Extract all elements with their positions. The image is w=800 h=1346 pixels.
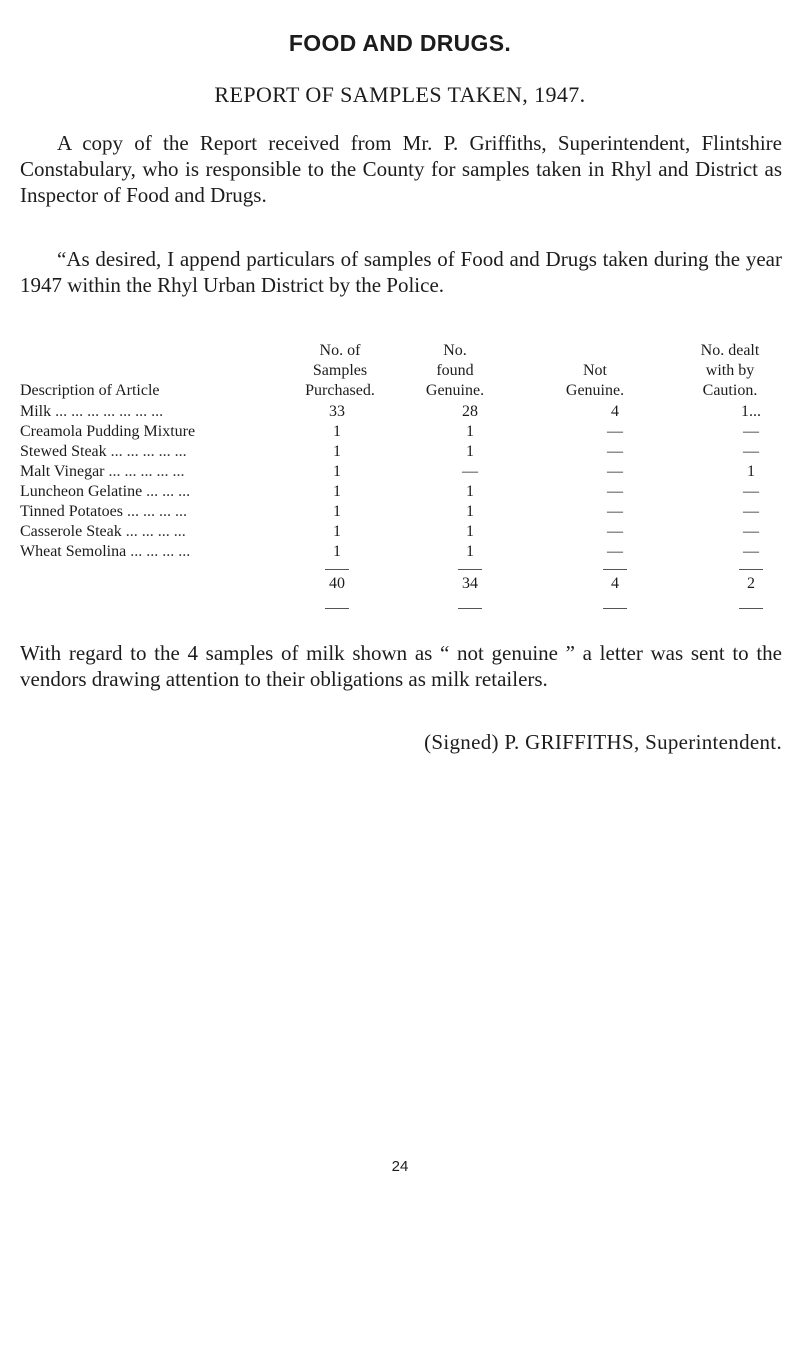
caution-cell: — <box>743 483 759 500</box>
rule-divider <box>603 569 627 570</box>
table-row <box>20 522 780 542</box>
header-genuine-3: Genuine. <box>425 382 485 399</box>
article-name: Casserole Steak <box>20 523 122 540</box>
header-purchased-3: Purchased. <box>305 382 375 399</box>
leader-dots: ... ... ... <box>142 483 191 500</box>
genuine-cell: 1 <box>466 483 474 500</box>
genuine-cell: 1 <box>466 523 474 540</box>
purchased-cell: 1 <box>333 543 341 560</box>
signature-line: (Signed) P. GRIFFITHS, Superintendent. <box>424 730 782 754</box>
not-genuine-cell: 4 <box>611 403 619 420</box>
rule-divider <box>458 608 482 609</box>
header-not-genuine-1: Not <box>583 362 607 379</box>
article-name: Malt Vinegar <box>20 463 105 480</box>
rule-divider <box>739 608 763 609</box>
page-title: FOOD AND DRUGS. <box>288 30 512 56</box>
table-row <box>20 442 780 462</box>
table-row <box>20 462 780 482</box>
leader-dots: ... ... ... ... <box>122 503 187 520</box>
caution-cell: — <box>743 543 759 560</box>
not-genuine-cell: — <box>607 523 623 540</box>
not-genuine-cell: — <box>607 423 623 440</box>
purchased-cell: 33 <box>329 403 345 420</box>
page-number: 24 <box>391 1158 409 1175</box>
article-name: Creamola Pudding Mixture <box>20 423 196 440</box>
purchased-cell: 1 <box>333 483 341 500</box>
caution-cell: — <box>743 423 759 440</box>
table-row <box>20 482 780 502</box>
header-caution-1: No. dealt <box>700 342 760 359</box>
table-row <box>20 542 780 562</box>
header-genuine-1: No. <box>443 342 467 359</box>
not-genuine-cell: — <box>607 443 623 460</box>
leader-dots: ... ... ... ... ... <box>104 463 185 480</box>
rule-divider <box>325 569 349 570</box>
genuine-cell: 28 <box>462 403 478 420</box>
article-name: Stewed Steak <box>20 443 107 460</box>
not-genuine-cell: — <box>607 543 623 560</box>
caution-cell: 1 <box>747 463 755 480</box>
caution-cell: — <box>743 443 759 460</box>
header-not-genuine-2: Genuine. <box>565 382 625 399</box>
table-row <box>20 502 780 522</box>
table-row <box>20 402 780 422</box>
purchased-cell: 1 <box>333 443 341 460</box>
purchased-cell: 1 <box>333 423 341 440</box>
rule-divider <box>603 608 627 609</box>
article-name: Luncheon Gelatine <box>20 483 143 500</box>
caution-cell: — <box>743 503 759 520</box>
genuine-cell: 1 <box>466 423 474 440</box>
leader-dots: ... ... ... ... <box>121 523 186 540</box>
not-genuine-cell: — <box>607 463 623 480</box>
quote-paragraph: “As desired, I append particulars of samples of Food and Drugs taken during the year 1947 within the Rhyl Urban District by the Police. <box>20 247 782 297</box>
header-purchased-1: No. of <box>319 342 361 359</box>
header-caution-2: with by <box>705 362 755 379</box>
article-name: Milk <box>20 403 52 420</box>
not-genuine-cell: — <box>607 483 623 500</box>
purchased-cell: 1 <box>333 463 341 480</box>
total-purchased: 40 <box>329 575 345 592</box>
header-purchased-2: Samples <box>312 362 368 379</box>
report-subtitle: REPORT OF SAMPLES TAKEN, 1947. <box>214 82 586 107</box>
leader-dots: ... ... ... ... <box>126 543 191 560</box>
header-genuine-2: found <box>436 362 474 379</box>
genuine-cell: 1 <box>466 443 474 460</box>
intro-paragraph: A copy of the Report received from Mr. P. Griffiths, Superintendent, Flintshire Constabulary, who is responsible to the County for samples taken in Rhyl and District as Inspector of Food and Drugs. <box>20 131 782 207</box>
genuine-cell: 1 <box>466 543 474 560</box>
totals-row <box>20 574 780 594</box>
purchased-cell: 1 <box>333 523 341 540</box>
rule-divider <box>739 569 763 570</box>
rule-divider <box>325 608 349 609</box>
conclusion-paragraph: With regard to the 4 samples of milk shown as “ not genuine ” a letter was sent to the vendors drawing attention to their obligations as milk retailers. <box>20 641 782 691</box>
total-caution: 2 <box>747 575 755 592</box>
article-name: Tinned Potatoes <box>20 503 123 520</box>
not-genuine-cell: — <box>607 503 623 520</box>
header-caution-3: Caution. <box>702 382 758 399</box>
leader-dots: ... ... ... ... ... <box>106 443 187 460</box>
total-genuine: 34 <box>462 575 478 592</box>
genuine-cell: — <box>462 463 478 480</box>
rule-divider <box>458 569 482 570</box>
leader-dots: ... ... ... ... ... ... ... <box>51 403 164 420</box>
header-description: Description of Article <box>20 382 160 399</box>
table-row <box>20 422 780 442</box>
total-not-genuine: 4 <box>611 575 619 592</box>
caution-cell: — <box>743 523 759 540</box>
purchased-cell: 1 <box>333 503 341 520</box>
caution-cell: 1... <box>741 403 761 420</box>
genuine-cell: 1 <box>466 503 474 520</box>
article-name: Wheat Semolina <box>20 543 127 560</box>
